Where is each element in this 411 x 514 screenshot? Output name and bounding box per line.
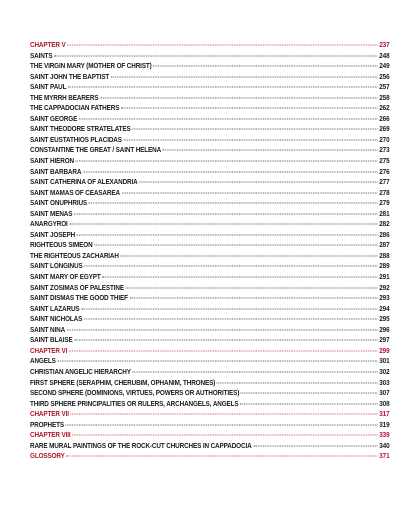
toc-entry-title: THIRD SPHERE PRINCIPALITIES OR RULERS, ARCHANGELS, ANGELS — [30, 398, 239, 408]
toc-entry — [30, 420, 389, 431]
toc-entry-title: SAINT HIERON — [30, 156, 75, 166]
toc-entry-title: SAINT BLAISE — [30, 335, 73, 345]
toc-entry-page-number: 299 — [379, 345, 390, 355]
toc-entry — [30, 135, 389, 146]
dot-leader — [241, 393, 378, 394]
toc-entry — [30, 399, 389, 410]
toc-entry-title: SAINT MARY OF EGYPT — [30, 272, 101, 282]
toc-entry-title: SAINT BARBARA — [30, 166, 82, 176]
toc-entry-page-number: 249 — [379, 61, 390, 71]
toc-entry-title: THE VIRGIN MARY (MOTHER OF CHRIST) — [30, 61, 152, 71]
toc-entry-title: SAINT PAUL — [30, 82, 67, 92]
toc-entry-page-number: 256 — [379, 71, 390, 81]
toc-entry-page-number: 340 — [379, 440, 390, 450]
toc-entry-page-number: 289 — [379, 261, 390, 271]
dot-leader — [139, 182, 377, 183]
dot-leader — [71, 414, 378, 415]
toc-entry-title: THE CAPPADOCIAN FATHERS — [30, 103, 120, 113]
dot-leader — [153, 66, 377, 67]
toc-entry — [30, 356, 389, 367]
toc-entry-page-number: 291 — [379, 272, 390, 282]
toc-entry — [30, 156, 389, 167]
dot-leader — [122, 192, 378, 193]
toc-chapter-heading — [30, 451, 389, 462]
toc-entry-title: SAINT ZOSIMAS OF PALESTINE — [30, 282, 124, 292]
toc-entry — [30, 209, 389, 220]
toc-entry-title: SAINT NINA — [30, 324, 66, 334]
toc-entry-title: SAINT MENAS — [30, 208, 73, 218]
toc-entry — [30, 177, 389, 188]
dot-leader — [74, 340, 377, 341]
toc-entry-page-number: 288 — [379, 250, 390, 260]
dot-leader — [69, 350, 378, 351]
dot-leader — [132, 129, 377, 130]
toc-entry-page-number: 339 — [379, 430, 390, 440]
dot-leader — [130, 298, 378, 299]
dot-leader — [67, 329, 378, 330]
dot-leader — [94, 245, 377, 246]
dot-leader — [72, 435, 377, 436]
toc-entry-page-number: 287 — [379, 240, 390, 250]
toc-entry — [30, 198, 389, 209]
toc-entry — [30, 335, 389, 346]
toc-entry-title: PROPHETS — [30, 419, 64, 429]
toc-entry-title: THE MYRRH BEARERS — [30, 92, 99, 102]
toc-entry-title: SAINT JOHN THE BAPTIST — [30, 71, 110, 81]
dot-leader — [54, 55, 377, 56]
toc-entry-title: SAINT LONGINUS — [30, 261, 83, 271]
toc-entry — [30, 441, 389, 452]
dot-leader — [126, 287, 378, 288]
toc-entry-title: RARE MURAL PAINTINGS OF THE ROCK-CUT CHURCHES IN CAPPADOCIA — [30, 440, 252, 450]
toc-entry-title: THE RIGHTEOUS ZACHARIAH — [30, 250, 119, 260]
toc-entry-title: SAINT GEORGE — [30, 113, 78, 123]
toc-entry-page-number: 294 — [379, 303, 390, 313]
dot-leader — [74, 213, 377, 214]
toc-entry-title: SAINT THEODORE STRATELATES — [30, 124, 131, 134]
toc-entry-page-number: 286 — [379, 229, 390, 239]
toc-entry-title: CHRISTIAN ANGELIC HIERARCHY — [30, 366, 131, 376]
dot-leader — [124, 139, 378, 140]
toc-entry-title: CHAPTER VIII — [30, 430, 71, 440]
toc-chapter-heading — [30, 430, 389, 441]
dot-leader — [163, 150, 378, 151]
dot-leader — [68, 87, 377, 88]
toc-entry-page-number: 371 — [379, 451, 390, 461]
toc-entry — [30, 167, 389, 178]
toc-entry-title: GLOSSORY — [30, 451, 65, 461]
toc-entry-page-number: 282 — [379, 219, 390, 229]
toc-entry-page-number: 279 — [379, 198, 390, 208]
dot-leader — [84, 319, 378, 320]
toc-entry-page-number: 277 — [379, 177, 390, 187]
toc-entry — [30, 304, 389, 315]
toc-entry — [30, 272, 389, 283]
toc-entry-title: SAINT EUSTATHIOS PLACIDAS — [30, 134, 122, 144]
dot-leader — [77, 234, 378, 235]
toc-entry-page-number: 270 — [379, 134, 390, 144]
toc-entry-title: SECOND SPHERE (DOMINIONS, VIRTUES, POWERS OR AUTHORITIES) — [30, 388, 240, 398]
dot-leader — [66, 424, 378, 425]
dot-leader — [67, 45, 377, 46]
dot-leader — [133, 371, 378, 372]
toc-entry-page-number: 308 — [379, 398, 390, 408]
toc-entry-page-number: 296 — [379, 324, 390, 334]
dot-leader — [69, 224, 377, 225]
toc-entry — [30, 188, 389, 199]
toc-entry-title: SAINT LAZARUS — [30, 303, 80, 313]
toc-entry — [30, 283, 389, 294]
dot-leader — [83, 171, 378, 172]
toc-chapter-heading — [30, 40, 389, 51]
toc-entry-title: SAINT MAMAS OF CEASAREA — [30, 187, 120, 197]
dot-leader — [240, 403, 377, 404]
toc-entry-page-number: 266 — [379, 113, 390, 123]
dot-leader — [121, 255, 378, 256]
dot-leader — [217, 382, 378, 383]
toc-entry — [30, 378, 389, 389]
toc-entry-page-number: 248 — [379, 50, 390, 60]
dot-leader — [89, 203, 378, 204]
dot-leader — [100, 97, 377, 98]
toc-entry — [30, 219, 389, 230]
toc-chapter-heading — [30, 346, 389, 357]
toc-entry-page-number: 307 — [379, 388, 390, 398]
toc-entry — [30, 388, 389, 399]
toc-entry-page-number: 293 — [379, 293, 390, 303]
toc-entry — [30, 72, 389, 83]
toc-entry-page-number: 295 — [379, 314, 390, 324]
toc-entry-page-number: 237 — [379, 40, 390, 49]
toc-chapter-heading — [30, 409, 389, 420]
toc-entry-page-number: 302 — [379, 366, 390, 376]
toc-entry-title: ANGELS — [30, 356, 56, 366]
toc-entry-title: CONSTANTINE THE GREAT / SAINT HELENA — [30, 145, 162, 155]
toc-entry — [30, 51, 389, 62]
toc-entry-page-number: 258 — [379, 92, 390, 102]
toc-entry — [30, 61, 389, 72]
toc-entry — [30, 251, 389, 262]
toc-entry-page-number: 317 — [379, 409, 390, 419]
toc-entry — [30, 103, 389, 114]
toc-entry-page-number: 257 — [379, 82, 390, 92]
toc-entry-title: FIRST SPHERE (SERAPHIM, CHERUBIM, OPHANIM, THRONES) — [30, 377, 216, 387]
toc-entry — [30, 314, 389, 325]
toc-entry-title: SAINT NICHOLAS — [30, 314, 83, 324]
dot-leader — [121, 108, 377, 109]
toc-entry-title: SAINT CATHERINA OF ALEXANDRIA — [30, 177, 138, 187]
toc-entry — [30, 293, 389, 304]
dot-leader — [102, 277, 377, 278]
toc-entry — [30, 93, 389, 104]
dot-leader — [253, 445, 377, 446]
toc-entry-title: SAINT DISMAS THE GOOD THIEF — [30, 293, 128, 303]
toc-entry-title: SAINT ONUPHRIUS — [30, 198, 88, 208]
toc-entry-page-number: 301 — [379, 356, 390, 366]
toc-entry — [30, 114, 389, 125]
dot-leader — [111, 76, 378, 77]
toc-entry — [30, 367, 389, 378]
toc-entry-title: CHAPTER VI — [30, 345, 68, 355]
toc-entry-title: CHAPTER VII — [30, 409, 69, 419]
dot-leader — [76, 161, 378, 162]
toc-entry-title: RIGHTEOUS SIMEON — [30, 240, 93, 250]
toc-entry-title: ANARGYROI — [30, 219, 68, 229]
toc-entry — [30, 325, 389, 336]
toc-entry-page-number: 303 — [379, 377, 390, 387]
toc-entry-page-number: 262 — [379, 103, 390, 113]
dot-leader — [66, 456, 377, 457]
dot-leader — [57, 361, 377, 362]
table-of-contents — [30, 40, 390, 462]
dot-leader — [81, 308, 377, 309]
toc-entry-page-number: 281 — [379, 208, 390, 218]
toc-entry-page-number: 278 — [379, 187, 390, 197]
toc-entry — [30, 145, 389, 156]
toc-entry-page-number: 297 — [379, 335, 390, 345]
toc-entry — [30, 240, 389, 251]
toc-entry-page-number: 275 — [379, 156, 390, 166]
toc-entry-page-number: 319 — [379, 419, 390, 429]
toc-entry — [30, 82, 389, 93]
dot-leader — [79, 118, 378, 119]
toc-entry-title: SAINT JOSEPH — [30, 229, 76, 239]
toc-entry — [30, 124, 389, 135]
toc-entry — [30, 230, 389, 241]
toc-entry-page-number: 269 — [379, 124, 390, 134]
toc-entry-page-number: 276 — [379, 166, 390, 176]
dot-leader — [84, 266, 377, 267]
toc-entry-title: CHAPTER V — [30, 40, 66, 49]
toc-entry-page-number: 292 — [379, 282, 390, 292]
toc-entry — [30, 261, 389, 272]
toc-entry-page-number: 273 — [379, 145, 390, 155]
toc-entry-title: SAINTS — [30, 50, 53, 60]
